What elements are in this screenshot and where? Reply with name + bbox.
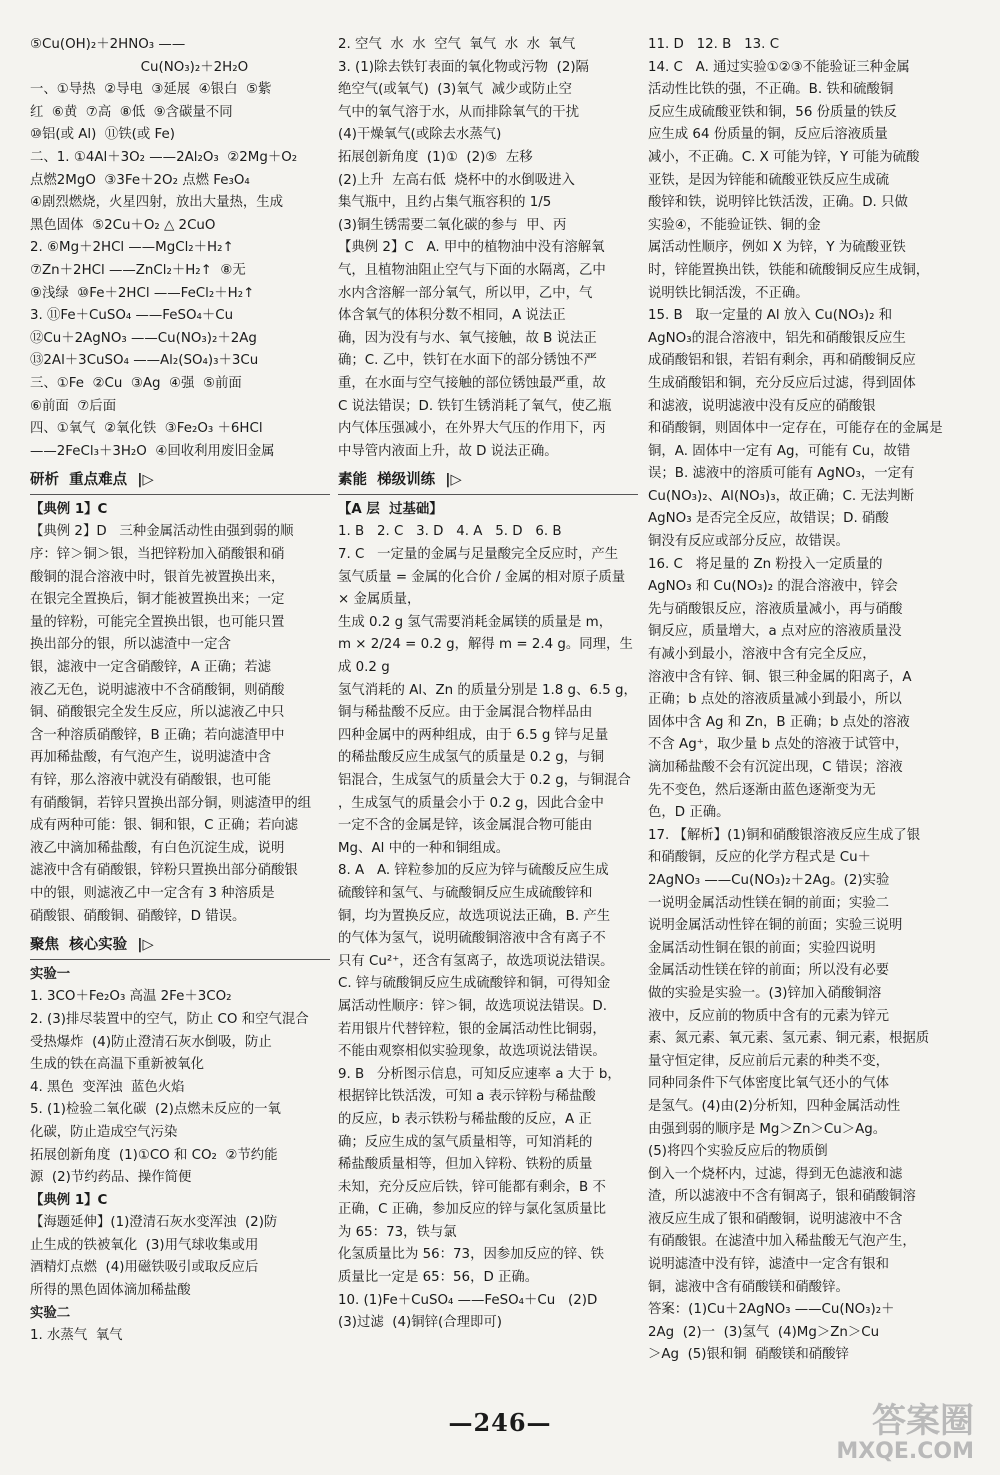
text-line: 黑色固体 ⑤2Cu＋O₂ △ 2CuO [30, 217, 216, 233]
text-line: 实验二 [30, 1305, 71, 1321]
text-line: 4. 黑色 变浑浊 蓝色火焰 [30, 1079, 185, 1095]
text-line: 四种金属中的两种组成，由于 6.5 g 锌与足量 [338, 727, 609, 743]
text-line: ⑬2Al＋3CuSO₄ ——Al₂(SO₄)₃＋3Cu [30, 353, 259, 369]
text-line: 三、①Fe ②Cu ③Ag ④强 ⑤前面 [30, 375, 242, 391]
text-line: 一、①导热 ②导电 ③延展 ④银白 ⑤紫 [30, 82, 272, 98]
text-line: 氢气消耗的 Al、Zn 的质量分别是 1.8 g、6.5 g， [338, 682, 637, 698]
text-line: 【典例 2】D 三种金属活动性由强到弱的顺 [30, 524, 294, 540]
text-line: 金属活动性镁在锌的前面；所以没有必要 [648, 963, 890, 979]
text-line: (5)将四个实验反应后的物质倒 [648, 1144, 828, 1160]
text-line: 时，锌能置换出铁，铁能和硫酸铜反应生成铜， [648, 262, 930, 278]
text-line: 实验④，不能验证铁、铜的金 [648, 217, 821, 233]
text-line: ＞Ag (5)银和铜 硝酸镁和硝酸锌 [648, 1347, 849, 1363]
text-line: 铜、硝酸银完全发生反应，所以滤液乙中只 [30, 705, 285, 721]
text-line: 的气体为氢气，说明硫酸铜溶液中含有离子不 [338, 931, 606, 947]
text-line: 应生成 64 份质量的铜，反应后溶液质量 [648, 127, 888, 143]
text-line: ⑩铝(或 Al) ⑪铁(或 Fe) [30, 127, 175, 143]
text-line: 先与硝酸银反应，溶液质量减小，再与硝酸 [648, 601, 903, 617]
text-line: 所得的黑色固体滴加稀盐酸 [30, 1283, 191, 1299]
text-line: 生成的铁在高温下重新被氧化 [30, 1057, 205, 1073]
text-line: 中的银，则滤液乙中一定含有 3 种溶质是 [30, 885, 275, 901]
text-line: 为 65：73，铁与氯 [338, 1224, 457, 1240]
text-line: 先不变色，然后逐渐由蓝色逐渐变为无 [648, 782, 876, 798]
text-line: (3)铜生锈需要二氧化碳的参与 甲、丙 [338, 217, 567, 233]
text-line: (4)干燥氧气(或除去水蒸气) [338, 127, 502, 143]
text-line: 一定不含的金属是锌，该金属混合物可能由 [338, 818, 593, 834]
text-line: 【典例 1】C [30, 501, 108, 517]
text-line: 2Ag (2)一 (3)氢气 (4)Mg＞Zn＞Cu [648, 1324, 880, 1340]
text-line: 量的锌粉，可能完全置换出银，也可能只置 [30, 614, 285, 630]
text-line: 反应生成硫酸亚铁和铜，56 份质量的铁反 [648, 104, 897, 120]
text-line: 有锌，那么溶液中就没有硝酸银，也可能 [30, 773, 272, 788]
text-line: 铜，滤液中含有硝酸镁和硝酸锌。 [648, 1279, 849, 1295]
text-line: 答案：(1)Cu＋2AgNO₃ ——Cu(NO₃)₂＋ [648, 1302, 895, 1318]
text-line: 的反应，b 表示铁粉与稀盐酸的反应，A 正 [338, 1111, 592, 1127]
text-line: Mg、Al 中的一种和铜组成。 [338, 840, 510, 856]
text-line: 铜没有反应或部分反应，故错误。 [648, 534, 849, 550]
text-line: 正确；b 点处的溶液质量减小到最小，所以 [648, 692, 902, 708]
text-line: 银，滤液中一定含硝酸锌，A 正确；若滤 [30, 660, 272, 676]
text-line: 四、①氧气 ②氧化铁 ③Fe₂O₃ ＋6HCl [30, 421, 263, 437]
text-line: C. 锌与硫酸铜反应生成硫酸锌和铜，可得知金 [338, 976, 611, 992]
text-line: 【海题延伸】(1)澄清石灰水变浑浊 (2)防 [30, 1215, 278, 1231]
text-line: 同种同条件下气体密度比氧气还小的气体 [648, 1076, 890, 1092]
text-line: 酸铜的混合溶液中时，银首先被置换出来， [30, 569, 285, 585]
text-line: C 说法错误；D. 铁钉生锈消耗了氧气，使乙瓶 [338, 398, 612, 414]
text-line: 铜，A. 固体中一定有 Ag，可能有 Cu，故错 [648, 443, 911, 459]
section-heading: 研析 重点难点 |▷ [30, 469, 330, 495]
text-line: ⑫Cu＋2AgNO₃ ——Cu(NO₃)₂＋2Ag [30, 330, 257, 346]
text-line: 水内含溶解一部分氧气，所以甲，乙中，气 [338, 285, 593, 301]
text-line: 铜，均为置换反应，故选项说法正确，B. 产生 [338, 908, 611, 924]
text-line: ⑥前面 ⑦后面 [30, 398, 117, 414]
right-column [648, 34, 978, 1367]
text-line: 有减小到最小，溶液中含有完全反应， [648, 647, 876, 663]
text-line: 活动性比铁的强，不正确。B. 铁和硫酸铜 [648, 82, 894, 98]
text-line: 拓展创新角度 (1)① (2)⑤ 左移 [338, 149, 533, 165]
text-line: 铝混合，生成氢气的质量会大于 0.2 g，与铜混合 [338, 773, 631, 788]
section-heading: 素能 梯级训练 |▷ [338, 469, 638, 495]
text-line: AgNO₃的混合溶液中，铝先和硝酸银反应生 [648, 330, 906, 346]
text-line: 10. (1)Fe＋CuSO₄ ——FeSO₄＋Cu (2)D [338, 1292, 598, 1308]
text-line: 2. ⑥Mg＋2HCl ——MgCl₂＋H₂↑ [30, 240, 234, 256]
text-line: 3. (1)除去铁钉表面的氧化物或污物 (2)隔 [338, 59, 589, 75]
text-line: 减小，不正确。C. X 可能为锌，Y 可能为硫酸 [648, 149, 920, 165]
text-line: 17. 【解析】(1)铜和硝酸银溶液反应生成了银 [648, 827, 921, 843]
text-line: 若用银片代替锌粒，银的金属活动性比铜弱， [338, 1021, 606, 1037]
text-line: 的稀盐酸反应生成氢气的质量是 0.2 g，与铜 [338, 750, 604, 766]
text-line: 【A 层 过基础】 [338, 501, 443, 517]
text-line: 中导管内液面上升，故 D 说法正确。 [338, 443, 558, 459]
text-line: 滴加稀盐酸不会有沉淀出现，C 错误；溶液 [648, 760, 903, 775]
text-line: 14. C A. 通过实验①②③不能验证三种金属 [648, 59, 910, 75]
text-line: 5. (1)检验二氧化碳 (2)点燃未反应的一氧 [30, 1102, 281, 1118]
text-line: 做的实验是实验一。(3)锌加入硝酸铜溶 [648, 985, 882, 1001]
text-line: 属活动性顺序：锌＞铜，故选项说法错误。D. [338, 998, 607, 1014]
text-line: 和滤液，说明滤液中没有反应的硝酸银 [648, 398, 876, 414]
text-line: 一说明金属活动性镁在铜的前面；实验二 [648, 895, 890, 911]
text-line: 稀盐酸质量相等，但加入锌粉、铁粉的质量 [338, 1157, 593, 1173]
text-line: ，生成氢气的质量会小于 0.2 g，因此合金中 [338, 795, 604, 811]
text-line: 气中的氧气溶于水，从而排除氧气的干扰 [338, 104, 580, 120]
text-line: 确；反应生成的氢气质量相等，可知消耗的 [338, 1134, 593, 1150]
text-line: 1. B 2. C 3. D 4. A 5. D 6. B [338, 524, 562, 540]
text-line: 说明金属活动性锌在铜的前面；实验三说明 [648, 918, 903, 934]
text-line: Cu(NO₃)₂＋2H₂O [30, 59, 249, 75]
text-line: 序：锌＞铜＞银，当把锌粉加入硝酸银和硝 [30, 547, 285, 563]
text-line: 在银完全置换后，铜才能被置换出来；一定 [30, 592, 285, 608]
text-line: 实验一 [30, 966, 71, 982]
text-line: 酒精灯点燃 (4)用磁铁吸引或取反应后 [30, 1260, 259, 1276]
section-heading: 聚焦 核心实验 |▷ [30, 934, 330, 960]
text-line: 8. A A. 锌粒参加的反应为锌与硫酸反应生成 [338, 863, 609, 879]
text-line: 体含氧气的体积分数不相同，A 说法正 [338, 308, 566, 324]
text-line: 有硝酸银。在滤渣中加入稀盐酸无气泡产生， [648, 1234, 916, 1250]
text-line: 重，在水面与空气接触的部位锈蚀最严重，故 [338, 375, 606, 391]
text-line: 说明铁比铜活泼，不正确。 [648, 285, 809, 301]
text-line: 内气体压强减小，在外界大气压的作用下，丙 [338, 421, 606, 437]
text-line: 铜与稀盐酸不反应。由于金属混合物样品由 [338, 705, 593, 721]
text-line: 15. B 取一定量的 Al 放入 Cu(NO₃)₂ 和 [648, 308, 893, 324]
text-line: 生成 0.2 g 氢气需要消耗金属镁的质量是 m， [338, 614, 613, 630]
text-line: 2. 空气 水 水 空气 氧气 水 水 氧气 [338, 37, 576, 52]
text-line: AgNO₃ 和 Cu(NO₃)₂ 的混合溶液中，锌会 [648, 579, 898, 595]
text-line: 倒入一个烧杯内，过滤，得到无色滤液和滤 [648, 1166, 903, 1182]
text-line: 只有 Cu²⁺，还含有氢离子，故选项说法错误。 [338, 953, 614, 969]
text-line: 量守恒定律，反应前后元素的种类不变， [648, 1053, 890, 1069]
text-line: 不含 Ag⁺，取少量 b 点处的溶液于试管中， [648, 737, 909, 753]
text-line: 不能由观察相似实验现象，故选项说法错误。 [338, 1044, 606, 1060]
text-line: 确；C. 乙中，铁钉在水面下的部分锈蚀不严 [338, 353, 597, 369]
text-line: 成有两种可能：银、铜和银，C 正确；若向滤 [30, 818, 299, 834]
text-line: 换出部分的银，所以滤渣中一定含 [30, 637, 231, 653]
text-line: 源 (2)节约药品、操作简便 [30, 1170, 192, 1186]
text-line: 红 ⑥黄 ⑦高 ⑧低 ⑨含碳量不同 [30, 104, 233, 120]
text-line: AgNO₃ 是否完全反应，故错误；D. 硝酸 [648, 511, 889, 527]
text-line: 16. C 将足量的 Zn 粉投入一定质量的 [648, 556, 883, 572]
text-line: 滤液中含有硝酸银，锌粉只置换出部分硝酸银 [30, 863, 298, 879]
text-line: 拓展创新角度 (1)①CO 和 CO₂ ②节约能 [30, 1147, 278, 1163]
text-line: 液乙无色，说明滤液中不含硝酸铜，则硝酸 [30, 682, 285, 698]
text-line: 绝空气(或氧气) (3)氧气 减少或防止空 [338, 82, 572, 98]
text-line: 液反应生成了银和硝酸铜，说明滤液中不含 [648, 1211, 903, 1227]
text-line: (3)过滤 (4)铜锌(合理即可) [338, 1315, 503, 1331]
text-line: 亚铁，是因为锌能和硫酸亚铁反应生成硫 [648, 172, 890, 188]
text-line: 有硝酸铜，若锌只置换出部分铜，则滤渣甲的组 [30, 795, 312, 811]
text-line: 质量比一定是 65：56，D 正确。 [338, 1270, 539, 1286]
text-line: 11. D 12. B 13. C [648, 37, 780, 52]
watermark-text: 答案圈 [872, 1401, 974, 1441]
text-line: 属活动性顺序，例如 X 为锌，Y 为硫酸亚铁 [648, 240, 906, 256]
text-line: 金属活动性铜在银的前面；实验四说明 [648, 940, 876, 956]
watermark-logo [836, 1402, 974, 1464]
text-line: 气，且植物油阻止空气与下面的水隔离，乙中 [338, 262, 606, 278]
middle-column [338, 34, 638, 1335]
text-line: 再加稀盐酸，有气泡产生，说明滤渣中含 [30, 750, 272, 766]
text-line: Cu(NO₃)₂、Al(NO₃)₃，故正确；C. 无法判断 [648, 488, 914, 504]
text-line: 未知，充分反应后铁，锌可能都有剩余，B 不 [338, 1179, 606, 1195]
page-number: —246— [448, 1408, 552, 1437]
text-line: 根据锌比铁活泼，可知 a 表示锌粉与稀盐酸 [338, 1089, 596, 1105]
text-line: 化氢质量比为 56：73，因参加反应的锌、铁 [338, 1247, 604, 1263]
text-line: (2)上升 左高右低 烧杯中的水倒吸进入 [338, 172, 575, 188]
text-line: 7. C 一定量的金属与足量酸完全反应时，产生 [338, 547, 619, 563]
text-line: 1. 3CO＋Fe₂O₃ 高温 2Fe＋3CO₂ [30, 989, 232, 1005]
text-line: 酸锌和铁，说明锌比铁活泼，正确。D. 只做 [648, 195, 908, 211]
text-line: 【典例 2】C A. 甲中的植物油中没有溶解氧 [338, 240, 605, 256]
text-line: m × 2/24 = 0.2 g，解得 m = 2.4 g。同理，生成 0.2 g [338, 637, 633, 676]
text-line: 误；B. 滤液中的溶质可能有 AgNO₃，一定有 [648, 466, 915, 482]
text-line: 二、1. ①4Al＋3O₂ ——2Al₂O₃ ②2Mg＋O₂ [30, 149, 298, 165]
text-line: 1. 水蒸气 氧气 [30, 1328, 123, 1344]
text-line: 铜反应，质量增大，a 点对应的溶液质量没 [648, 624, 902, 640]
text-line: 由强到弱的顺序是 Mg＞Zn＞Cu＞Ag。 [648, 1121, 887, 1137]
text-line: 氢气质量 = 金属的化合价 / 金属的相对原子质量 × 金属质量， [338, 569, 630, 608]
text-line: 渣，所以滤液中不含有铜离子，银和硝酸铜溶 [648, 1189, 916, 1205]
text-line: 硝酸银、硝酸铜、硝酸锌，D 错误。 [30, 908, 246, 924]
text-line: 3. ⑪Fe＋CuSO₄ ——FeSO₄＋Cu [30, 308, 234, 324]
text-line: ⑤Cu(OH)₂＋2HNO₃ —— [30, 37, 186, 52]
left-column [30, 34, 330, 1348]
text-line: ⑦Zn＋2HCl ——ZnCl₂＋H₂↑ ⑧无 [30, 262, 246, 278]
text-line: 【典例 1】C [30, 1192, 108, 1208]
text-line: 生成硝酸铝和铜，充分反应后过滤，得到固体 [648, 375, 916, 391]
text-line: 受热爆炸 (4)防止澄清石灰水倒吸，防止 [30, 1034, 272, 1050]
text-line: 固体中含 Ag 和 Zn，B 正确；b 点处的溶液 [648, 714, 910, 730]
text-line: 确，因为没有与水、氧气接触，故 B 说法正 [338, 330, 597, 346]
text-line: 和硝酸铜，反应的化学方程式是 Cu＋ [648, 850, 871, 866]
text-line: 含一种溶质硝酸锌，B 正确；若向滤渣甲中 [30, 727, 285, 743]
text-line: 液乙中滴加稀盐酸，有白色沉淀生成，说明 [30, 840, 285, 856]
text-line: 正确，C 正确，参加反应的锌与氯化氢质量比 [338, 1202, 607, 1218]
text-line: 溶液中含有锌、铜、银三种金属的阳离子，A [648, 669, 912, 685]
text-line: 和硝酸铜，则固体中一定存在，可能存在的金属是 [648, 421, 943, 437]
text-line: 止生成的铁被氧化 (3)用气球收集或用 [30, 1237, 259, 1253]
watermark-url: MXQE.COM [836, 1439, 974, 1464]
text-line: 2AgNO₃ ——Cu(NO₃)₂＋2Ag。(2)实验 [648, 872, 890, 888]
text-line: 成硝酸铝和银，若铝有剩余，再和硝酸铜反应 [648, 353, 916, 369]
text-line: 点燃2MgO ③3Fe＋2O₂ 点燃 Fe₃O₄ [30, 172, 250, 188]
text-line: 2. (3)排尽装置中的空气，防止 CO 和空气混合 [30, 1011, 309, 1027]
text-line: 色，D 正确。 [648, 805, 730, 821]
text-line: ④剧烈燃烧，火星四射，放出大量热，生成 [30, 195, 284, 211]
text-line: 化碳，防止造成空气污染 [30, 1124, 178, 1140]
text-line: 液中，反应前的物质中含有的元素为锌元 [648, 1008, 890, 1024]
text-line: ——2FeCl₃＋3H₂O ④回收利用废旧金属 [30, 443, 275, 459]
text-line: 是氢气。(4)由(2)分析知，四种金属活动性 [648, 1098, 901, 1114]
text-line: ⑨浅绿 ⑩Fe＋2HCl ——FeCl₂＋H₂↑ [30, 285, 255, 301]
text-line: 硫酸锌和氢气、与硫酸铜反应生成硫酸锌和 [338, 885, 593, 901]
text-line: 9. B 分析图示信息，可知反应速率 a 大于 b， [338, 1066, 621, 1082]
text-line: 集气瓶中，且约占集气瓶容积的 1/5 [338, 195, 552, 211]
text-line: 说明滤渣中没有锌，滤渣中一定含有银和 [648, 1257, 890, 1273]
text-line: 素、氮元素、氧元素、氢元素、铜元素，根据质 [648, 1031, 930, 1047]
